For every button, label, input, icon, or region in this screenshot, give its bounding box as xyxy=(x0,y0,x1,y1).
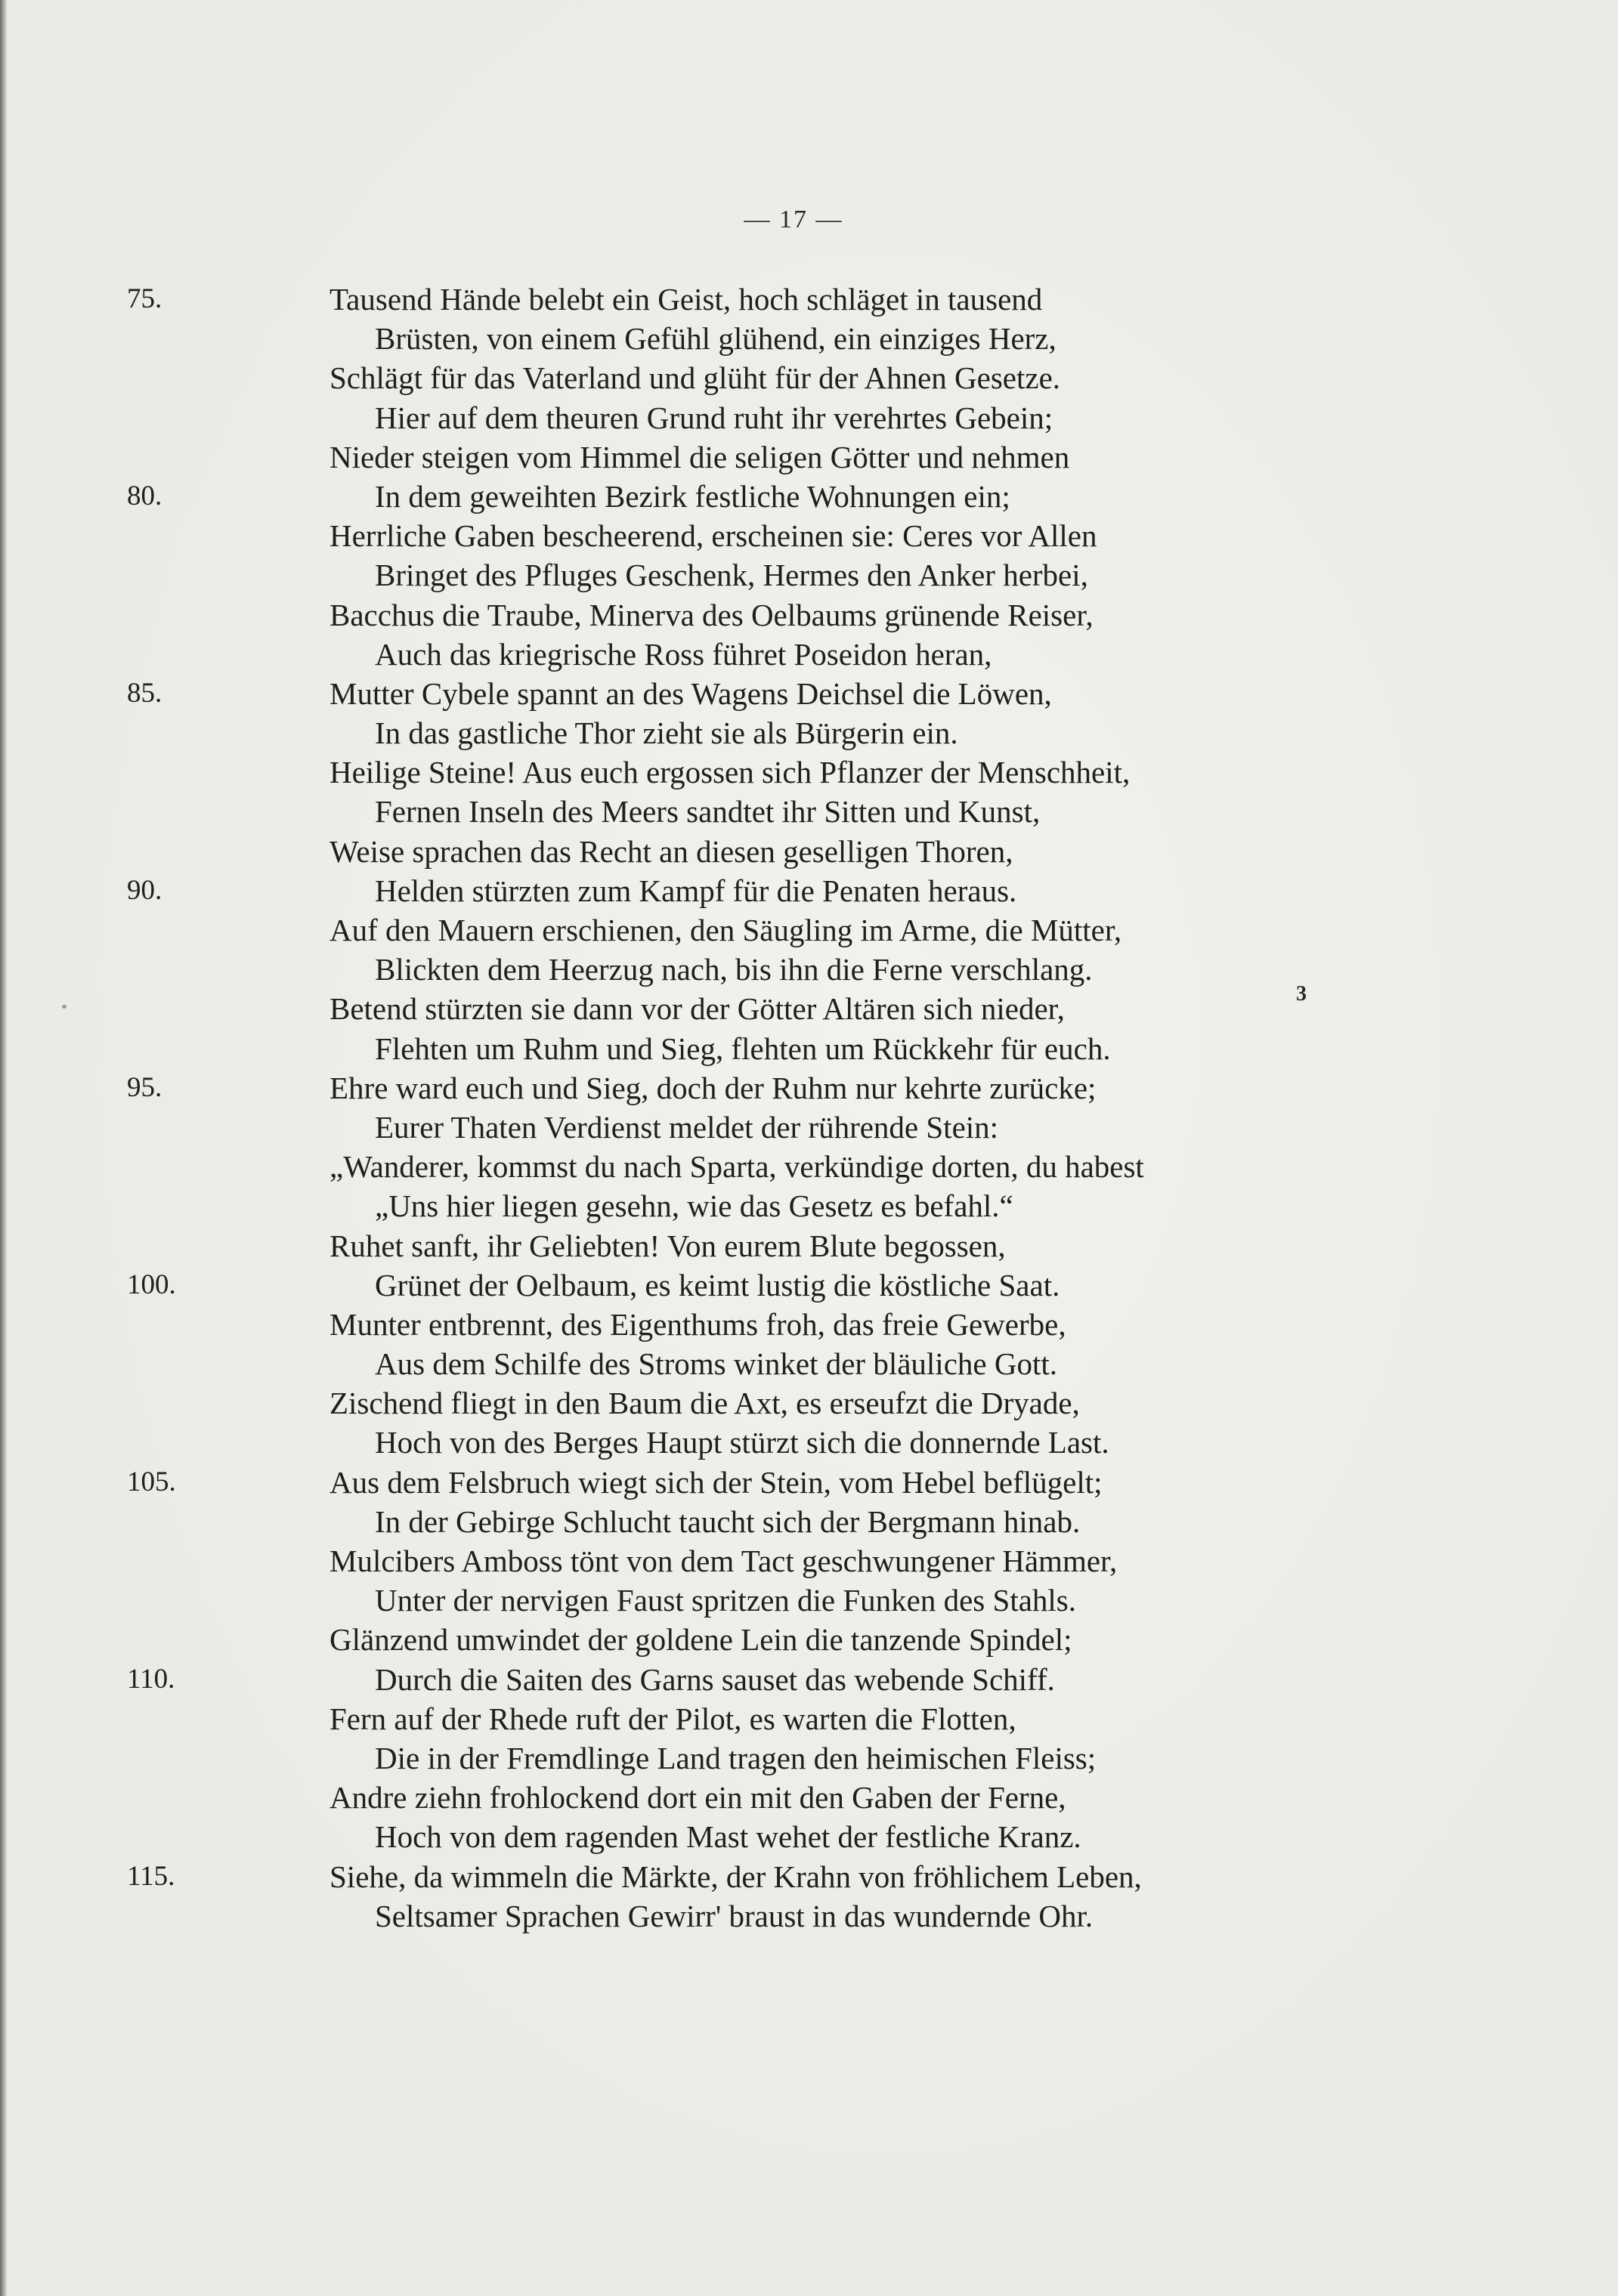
verse-line xyxy=(0,477,1618,516)
verse-line xyxy=(0,437,1618,477)
verse-line-text: Andre ziehn frohlockend dort ein mit den Gaben der Ferne, xyxy=(329,1780,1066,1815)
verse-line-text: Auch das kriegrische Ross führet Poseidon heran, xyxy=(375,636,992,672)
verse-line xyxy=(0,635,1618,674)
verse-line-text: In das gastliche Thor zieht sie als Bürgerin ein. xyxy=(375,715,958,751)
paper-speck xyxy=(62,1005,67,1009)
verse-line-text: „Wanderer, kommst du nach Sparta, verkündige dorten, du habest xyxy=(329,1149,1144,1185)
verse-line-text: Schlägt für das Vaterland und glüht für der Ahnen Gesetze. xyxy=(329,360,1061,396)
verse-line xyxy=(0,280,1618,319)
line-number: 95. xyxy=(127,1071,162,1103)
verse-line-text: Zischend fliegt in den Baum die Axt, es erseufzt die Dryade, xyxy=(329,1386,1080,1421)
verse-line xyxy=(0,516,1618,555)
page-header: — 17 — xyxy=(744,205,843,233)
verse-line-text: Ruhet sanft, ihr Geliebten! Von eurem Blute begossen, xyxy=(329,1228,1006,1263)
verse-line-text: Helden stürzten zum Kampf für die Penaten heraus. xyxy=(375,873,1017,908)
verse-line-text: Glänzend umwindet der goldene Lein die tanzende Spindel; xyxy=(329,1622,1072,1658)
verse-line-text: Durch die Saiten des Garns sauset das webende Schiff. xyxy=(375,1661,1055,1697)
verse-line xyxy=(0,1541,1618,1581)
line-number: 100. xyxy=(127,1269,176,1300)
verse-line-text: Grünet der Oelbaum, es keimt lustig die köstliche Saat. xyxy=(375,1267,1060,1303)
verse-line xyxy=(0,595,1618,635)
verse-line xyxy=(0,989,1618,1028)
verse-line-text: Ehre ward euch und Sieg, doch der Ruhm nur kehrte zurücke; xyxy=(329,1070,1097,1105)
verse-line-text: Nieder steigen vom Himmel die seligen Götter und nehmen xyxy=(329,439,1070,474)
verse-line-text: Heilige Steine! Aus euch ergossen sich Pflanzer der Menschheit, xyxy=(329,755,1131,790)
verse-line-text: In dem geweihten Bezirk festliche Wohnungen ein; xyxy=(375,478,1010,514)
verse-line xyxy=(0,1383,1618,1423)
verse-line-text: Herrliche Gaben bescheerend, erscheinen sie: Ceres vor Allen xyxy=(329,518,1097,554)
verse-line-text: Fernen Inseln des Meers sandtet ihr Sitten und Kunst, xyxy=(375,794,1041,830)
verse-line-text: In der Gebirge Schlucht taucht sich der Bergmann hinab. xyxy=(375,1503,1081,1539)
verse-line xyxy=(0,555,1618,595)
verse-line xyxy=(0,871,1618,910)
verse-line xyxy=(0,1502,1618,1541)
sheet-number: 3 xyxy=(1296,982,1307,1006)
verse-line-text: „Uns hier liegen gesehn, wie das Gesetz es befahl.“ xyxy=(375,1188,1013,1224)
verse-line-text: Blickten dem Heerzug nach, bis ihn die Ferne verschlang. xyxy=(375,952,1093,987)
line-number: 85. xyxy=(127,677,162,709)
verse-line xyxy=(0,1423,1618,1462)
verse-line xyxy=(0,1344,1618,1383)
verse-line-text: Fern auf der Rhede ruft der Pilot, es warten die Flotten, xyxy=(329,1701,1016,1736)
verse-line xyxy=(0,950,1618,989)
verse-line xyxy=(0,1186,1618,1225)
verse-line-text: Weise sprachen das Recht an diesen geselligen Thoren, xyxy=(329,833,1013,869)
verse-line xyxy=(0,1581,1618,1620)
verse-line xyxy=(0,1029,1618,1068)
verse-line xyxy=(0,713,1618,752)
verse-line-text: Hoch von des Berges Haupt stürzt sich die donnernde Last. xyxy=(375,1425,1109,1460)
verse-line-text: Aus dem Schilfe des Stroms winket der bläuliche Gott. xyxy=(375,1346,1057,1382)
verse-line-text: Bacchus die Traube, Minerva des Oelbaums grünende Reiser, xyxy=(329,597,1094,632)
verse-line-text: Mulcibers Amboss tönt von dem Tact geschwungener Hämmer, xyxy=(329,1544,1118,1578)
verse-line-text: Siehe, da wimmeln die Märkte, der Krahn von fröhlichem Leben, xyxy=(329,1859,1142,1894)
line-number: 90. xyxy=(127,874,162,906)
verse-line xyxy=(0,398,1618,437)
verse-line xyxy=(0,1305,1618,1344)
verse-line xyxy=(0,1778,1618,1817)
verse-line xyxy=(0,1265,1618,1305)
verse-line-text: Unter der nervigen Faust spritzen die Funken des Stahls. xyxy=(375,1583,1077,1618)
verse-line xyxy=(0,1108,1618,1147)
line-number: 110. xyxy=(127,1663,175,1695)
verse-line-text: Tausend Hände belebt ein Geist, hoch schläget in tausend xyxy=(329,282,1043,317)
verse-line xyxy=(0,832,1618,871)
verse-line-text: Bringet des Pfluges Geschenk, Hermes den Anker herbei, xyxy=(375,558,1088,593)
verse-line xyxy=(0,1463,1618,1502)
verse-line xyxy=(0,1699,1618,1738)
verse-line-text: Aus dem Felsbruch wiegt sich der Stein, vom Hebel beflügelt; xyxy=(329,1464,1103,1500)
verse-line xyxy=(0,910,1618,950)
verse-line xyxy=(0,1226,1618,1265)
verse-line xyxy=(0,752,1618,792)
verse-line xyxy=(0,1817,1618,1856)
verse-line-text: Hier auf dem theuren Grund ruht ihr verehrtes Gebein; xyxy=(375,400,1053,435)
verse-line xyxy=(0,319,1618,358)
verse-line xyxy=(0,1896,1618,1936)
verse-line xyxy=(0,1620,1618,1659)
verse-line-text: Seltsamer Sprachen Gewirr' braust in das wundernde Ohr. xyxy=(375,1898,1094,1933)
verse-line-text: Die in der Fremdlinge Land tragen den heimischen Fleiss; xyxy=(375,1740,1097,1775)
line-number: 80. xyxy=(127,480,162,511)
verse-line xyxy=(0,1738,1618,1778)
verse-line xyxy=(0,674,1618,713)
verse-line-text: Auf den Mauern erschienen, den Säugling im Arme, die Mütter, xyxy=(329,913,1122,947)
verse-line-text: Flehten um Ruhm und Sieg, flehten um Rückkehr für euch. xyxy=(375,1031,1111,1066)
verse-line xyxy=(0,358,1618,397)
verse-line-text: Eurer Thaten Verdienst meldet der rührende Stein: xyxy=(375,1109,999,1145)
verse-line xyxy=(0,1147,1618,1186)
verse-line xyxy=(0,792,1618,831)
verse-block xyxy=(0,280,1618,1936)
verse-line xyxy=(0,1660,1618,1699)
verse-line-text: Betend stürzten sie dann vor der Götter Altären sich nieder, xyxy=(329,991,1065,1027)
verse-line xyxy=(0,1068,1618,1108)
verse-line-text: Brüsten, von einem Gefühl glühend, ein einziges Herz, xyxy=(375,321,1056,357)
verse-line-text: Mutter Cybele spannt an des Wagens Deichsel die Löwen, xyxy=(329,675,1052,711)
line-number: 75. xyxy=(127,283,162,314)
verse-line-text: Munter entbrennt, des Eigenthums froh, das freie Gewerbe, xyxy=(329,1306,1066,1342)
verse-line xyxy=(0,1857,1618,1896)
line-number: 115. xyxy=(127,1860,175,1892)
line-number: 105. xyxy=(127,1466,176,1497)
verse-line-text: Hoch von dem ragenden Mast wehet der festliche Kranz. xyxy=(375,1819,1081,1855)
